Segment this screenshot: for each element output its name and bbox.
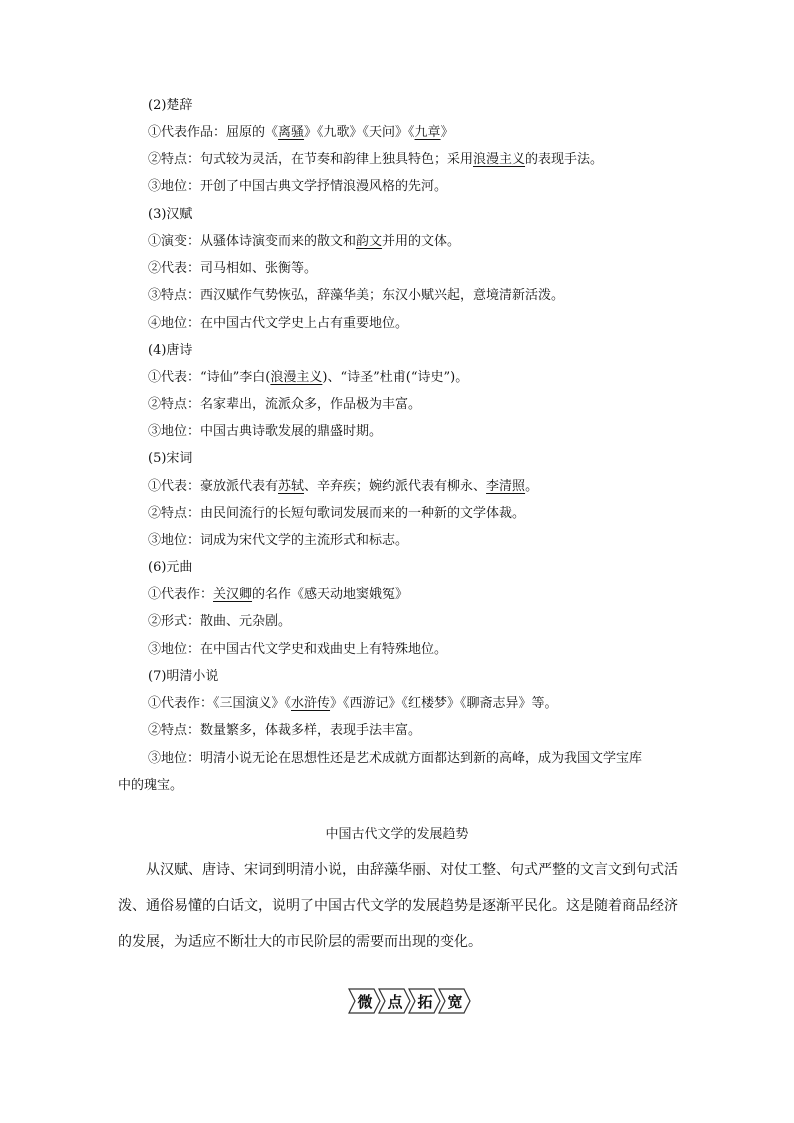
yuanqu-line-2: ②形式：散曲、元杂剧。: [148, 614, 292, 629]
songci-line-1: ①代表：豪放派代表有苏轼、辛弃疾；婉约派代表有柳永、李清照。: [148, 479, 539, 494]
mingqing-line-2: ②特点：数量繁多，体裁多样，表现手法丰富。: [148, 723, 422, 738]
section-heading-chuci: (2)楚辞: [148, 98, 193, 113]
section-banner: [347, 986, 471, 1016]
hanfu-line-2: ②代表：司马相如、张衡等。: [148, 261, 318, 276]
tangshi-line-2: ②特点：名家辈出，流派众多，作品极为丰富。: [148, 397, 422, 412]
trend-title: 中国古代文学的发展趋势: [325, 827, 469, 842]
banner-char-2: 点: [387, 993, 403, 1011]
mingqing-line-3a: ③地位：明清小说无论在思想性还是艺术成就方面都达到新的高峰，成为我国文学宝库: [148, 751, 643, 766]
section-heading-yuanqu: (6)元曲: [148, 560, 193, 575]
banner-char-1: 微: [357, 993, 373, 1011]
banner-char-3: 拓: [417, 993, 433, 1011]
banner-char-4: 宽: [447, 993, 463, 1011]
mingqing-line-1: ①代表作：《三国演义》《水浒传》《西游记》《红楼梦》《聊斋志异》等。: [148, 696, 558, 711]
hanfu-line-1: ①演变：从骚体诗演变而来的散文和韵文并用的文体。: [148, 234, 461, 249]
section-heading-mingqing: (7)明清小说: [148, 669, 219, 684]
tangshi-line-1: ①代表：“诗仙”李白(浪漫主义)、“诗圣”杜甫(“诗史”)。: [148, 370, 469, 385]
chuci-line-2: ②特点：句式较为灵活，在节奏和韵律上独具特色；采用浪漫主义的表现手法。: [148, 152, 604, 167]
trend-line-3: 的发展，为适应不断壮大的市民阶层的需要而出现的变化。: [118, 934, 482, 950]
hanfu-line-3: ③特点：西汉赋作气势恢弘，辞藻华美；东汉小赋兴起，意境清新活泼。: [148, 288, 565, 303]
section-heading-tangshi: (4)唐诗: [148, 343, 193, 358]
songci-line-2: ②特点：由民间流行的长短句歌词发展而来的一种新的文学体裁。: [148, 506, 526, 521]
trend-paragraph: [118, 852, 698, 960]
chuci-line-1: ①代表作品：屈原的《离骚》《九歌》《天问》《九章》: [148, 125, 454, 140]
songci-line-3: ③地位：词成为宋代文学的主流形式和标志。: [148, 533, 409, 548]
section-heading-hanfu: (3)汉赋: [148, 207, 193, 222]
section-heading-songci: (5)宋词: [148, 451, 193, 466]
mingqing-line-3b: 中的瑰宝。: [118, 778, 184, 793]
trend-line-1: 从汉赋、唐诗、宋词到明清小说，由辞藻华丽、对仗工整、句式严整的文言文到句式活: [146, 862, 678, 878]
yuanqu-line-3: ③地位：在中国古代文学史和戏曲史上有特殊地位。: [148, 642, 448, 657]
yuanqu-line-1: ①代表作：关汉卿的名作《感天动地窦娥冤》: [148, 587, 409, 602]
trend-line-2: 泼、通俗易懂的白话文，说明了中国古代文学的发展趋势是逐渐平民化。这是随着商品经济: [118, 898, 678, 914]
chuci-line-3: ③地位：开创了中国古典文学抒情浪漫风格的先河。: [148, 179, 448, 194]
tangshi-line-3: ③地位：中国古典诗歌发展的鼎盛时期。: [148, 424, 383, 439]
hanfu-line-4: ④地位：在中国古代文学史上占有重要地位。: [148, 316, 409, 331]
